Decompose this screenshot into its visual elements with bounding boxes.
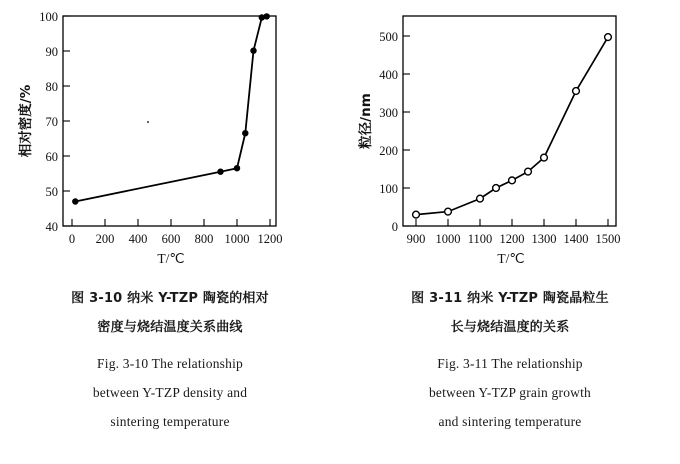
- y-tick-label: 0: [391, 220, 398, 234]
- x-tick-label: 1300: [531, 232, 557, 246]
- data-series-line: [416, 37, 608, 215]
- y-tick-label: 100: [379, 182, 398, 196]
- y-tick-label: 300: [379, 106, 398, 120]
- x-tick-label: 1200: [257, 232, 283, 246]
- y-tick-label: 60: [45, 150, 58, 164]
- figure-3-11: [340, 0, 680, 464]
- y-tick-label: 400: [379, 68, 398, 82]
- caption-en-line: between Y-TZP grain growth: [428, 385, 592, 400]
- caption-3-11: [340, 284, 680, 436]
- x-tick-label: 200: [95, 232, 115, 246]
- caption-en-line: Fig. 3-10 The relationship: [97, 356, 243, 371]
- x-axis-title: T/℃: [497, 251, 525, 266]
- caption-en-line: and sintering temperature: [438, 414, 582, 429]
- y-tick-label: 500: [379, 30, 398, 44]
- y-tick-label: 80: [45, 80, 58, 94]
- chart-svg-left: [0, 0, 340, 276]
- caption-en-line: between Y-TZP density and: [92, 385, 248, 400]
- caption-cn-line: 长与烧结温度的关系: [450, 320, 570, 335]
- caption-3-10: [0, 284, 340, 436]
- caption-en-line: Fig. 3-11 The relationship: [437, 356, 583, 371]
- y-tick-label: 100: [39, 10, 58, 24]
- y-tick-label: 40: [45, 220, 58, 234]
- caption-cn-line: 密度与烧结温度关系曲线: [97, 320, 243, 335]
- y-tick-label: 50: [45, 185, 58, 199]
- plot-grain-size: [340, 0, 680, 276]
- x-tick-label: 0: [68, 232, 76, 246]
- x-tick-label: 400: [128, 232, 148, 246]
- caption-cn-line: 图 3-11 纳米 Y-TZP 陶瓷晶粒生: [411, 291, 609, 306]
- plot-relative-density: [0, 0, 340, 276]
- x-tick-label: 1000: [224, 232, 250, 246]
- x-tick-label: 1400: [563, 232, 589, 246]
- y-tick-label: 70: [45, 115, 58, 129]
- y-axis-title: 粒径/nm: [358, 93, 374, 149]
- x-tick-label: 1100: [467, 232, 493, 246]
- caption-en-line: sintering temperature: [110, 414, 230, 429]
- y-tick-label: 200: [379, 144, 398, 158]
- y-tick-label: 90: [45, 45, 58, 59]
- y-axis-title: 相对密度/%: [18, 84, 34, 158]
- data-points: [72, 13, 270, 205]
- x-tick-label: 800: [194, 232, 214, 246]
- x-tick-label: 1500: [595, 232, 621, 246]
- caption-cn-line: 图 3-10 纳米 Y-TZP 陶瓷的相对: [71, 291, 269, 306]
- data-points: [413, 34, 612, 218]
- x-tick-label: 1200: [499, 232, 525, 246]
- x-tick-label: 900: [406, 232, 426, 246]
- x-axis-title: T/℃: [157, 251, 185, 266]
- x-tick-label: 1000: [435, 232, 461, 246]
- data-series-line: [75, 16, 266, 201]
- page-speck: [147, 121, 149, 123]
- chart-svg-right: [340, 0, 680, 276]
- x-tick-label: 600: [161, 232, 181, 246]
